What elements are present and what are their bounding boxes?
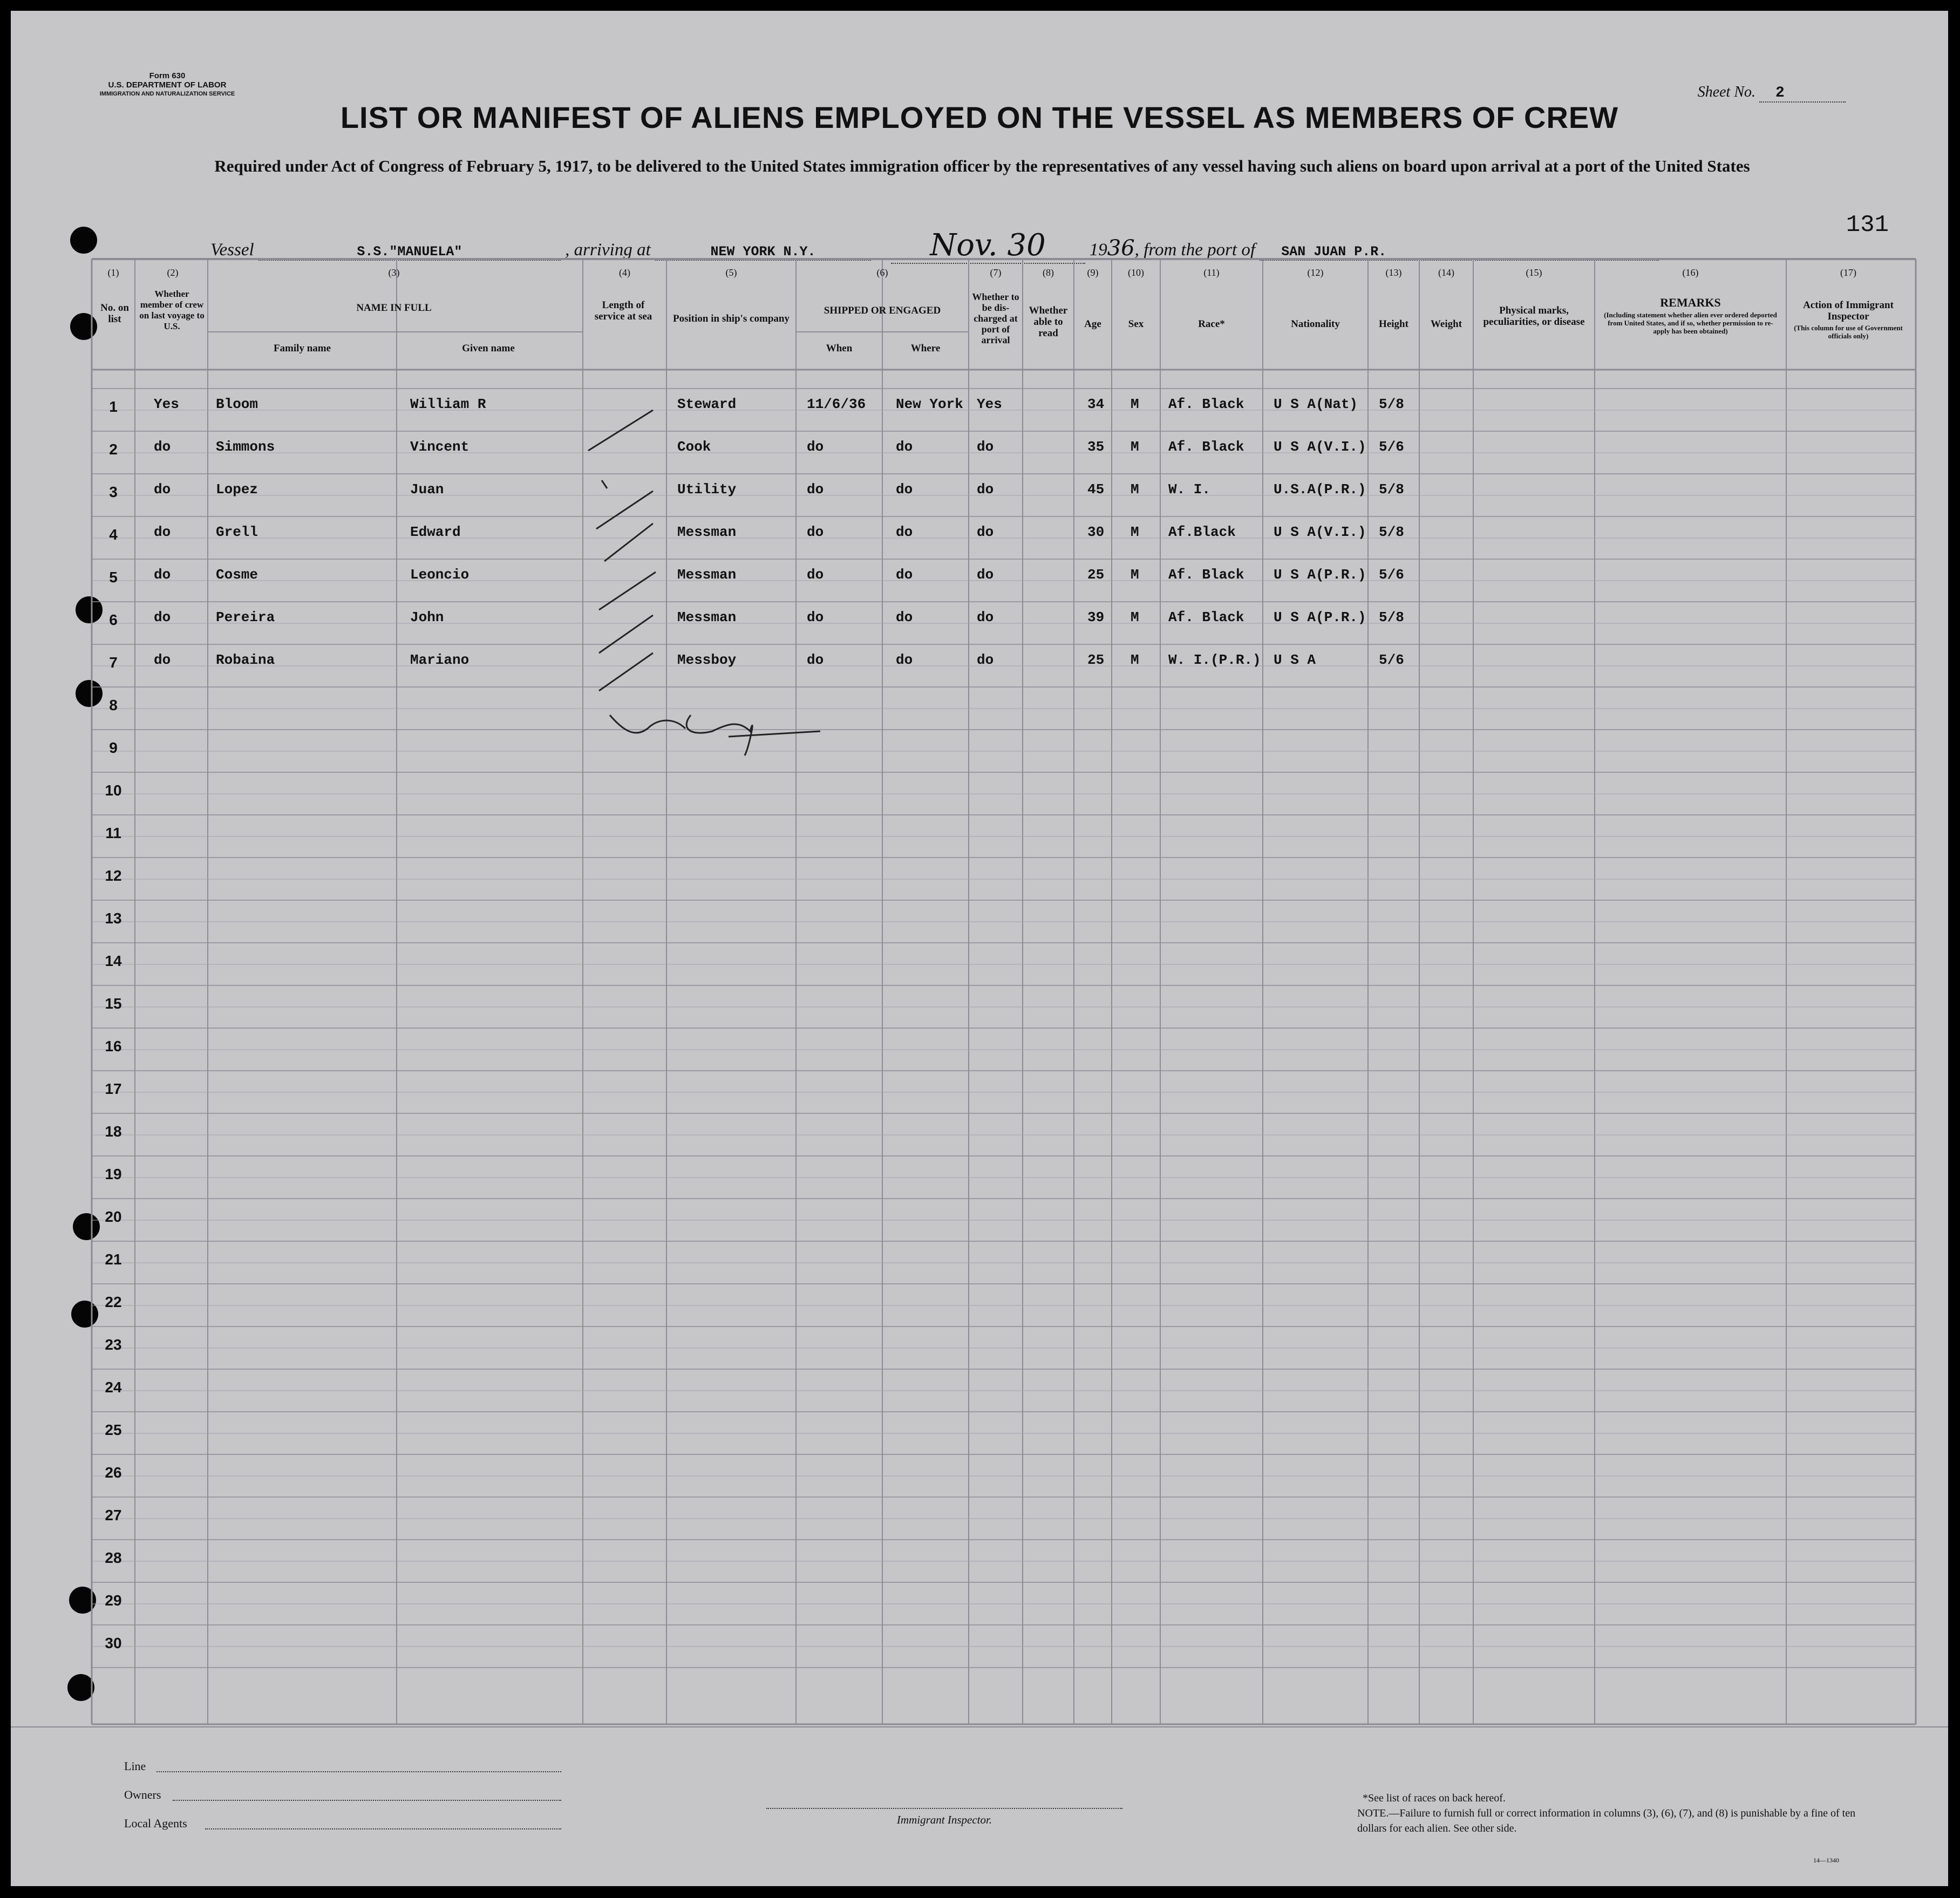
col-2-label: Whether member of crew on last voyage to U.S. xyxy=(139,289,205,331)
check-mark xyxy=(602,480,607,488)
position-cell: Messman xyxy=(677,524,737,540)
row-number: 6 xyxy=(109,611,118,628)
row-number: 11 xyxy=(105,825,121,841)
age-cell: 45 xyxy=(1087,481,1105,498)
arrival-date: Nov. 30 xyxy=(891,228,1085,264)
shipped-when-cell: do xyxy=(807,652,824,668)
nationality-cell: U S A(P.R.) xyxy=(1274,609,1366,625)
row-number: 10 xyxy=(105,782,122,799)
prev-voyage-cell: do xyxy=(154,609,171,625)
row-number: 9 xyxy=(109,739,118,756)
col-17-label: Action of Immigrant Inspector xyxy=(1803,300,1894,322)
given-name-cell: Leoncio xyxy=(410,567,469,583)
col-15-number: (15) xyxy=(1526,267,1542,278)
sex-cell: M xyxy=(1131,524,1139,540)
sex-cell: M xyxy=(1131,609,1139,625)
given-name-cell: Edward xyxy=(410,524,461,540)
nationality-cell: U S A xyxy=(1274,652,1316,668)
arriving-label: , arriving at xyxy=(565,240,651,260)
height-cell: 5/6 xyxy=(1379,652,1404,668)
col-7-label: Whether to be dis-charged at port of arrival xyxy=(972,291,1019,345)
nationality-cell: U S A(V.I.) xyxy=(1274,524,1366,540)
nationality-cell: U S A(V.I.) xyxy=(1274,439,1366,455)
discharged-cell: do xyxy=(977,524,994,540)
col-13-number: (13) xyxy=(1385,267,1402,278)
given-name-cell: Vincent xyxy=(410,439,469,455)
prev-voyage-cell: do xyxy=(154,567,171,583)
col-1-label: No. on list xyxy=(100,302,129,325)
row-number: 20 xyxy=(105,1208,122,1225)
shipped-where-cell: do xyxy=(896,609,913,625)
given-name-cell: William R xyxy=(410,396,486,412)
row-number: 27 xyxy=(105,1507,122,1523)
col-4-label: Length of service at sea xyxy=(594,300,652,322)
race-cell: Af. Black xyxy=(1168,439,1244,455)
row-number: 3 xyxy=(109,484,118,500)
discharged-cell: do xyxy=(977,439,994,455)
row-number: 25 xyxy=(105,1421,122,1438)
family-name-cell: Cosme xyxy=(216,567,258,583)
col-8-label: Whether able to read xyxy=(1029,305,1068,339)
col-5-number: (5) xyxy=(725,267,737,278)
shipped-when-cell: do xyxy=(807,481,824,498)
penalty-note: NOTE.—Failure to furnish full or correct information in columns (3), (6), (7), and (8) is punishable by a fine of ten dollars for each alien. See other side. xyxy=(1357,1807,1856,1834)
sex-cell: M xyxy=(1131,481,1139,498)
shipped-when-cell: 11/6/36 xyxy=(807,396,866,412)
col-17-detail: (This column for use of Government officials only) xyxy=(1794,324,1903,340)
col-9-number: (9) xyxy=(1087,267,1099,278)
row-number: 30 xyxy=(105,1635,122,1651)
nationality-cell: U.S.A(P.R.) xyxy=(1274,481,1366,498)
check-mark xyxy=(599,572,656,610)
row-number: 14 xyxy=(105,953,122,969)
row-number: 5 xyxy=(109,569,118,586)
prev-voyage-cell: do xyxy=(154,481,171,498)
arrival-port: NEW YORK N.Y. xyxy=(655,244,871,261)
col-16-number: (16) xyxy=(1682,267,1699,278)
col-8-number: (8) xyxy=(1043,267,1054,278)
col-9-label: Age xyxy=(1084,318,1101,330)
height-cell: 5/8 xyxy=(1379,524,1404,540)
form-number: Form 630 xyxy=(149,71,186,80)
prev-voyage-cell: do xyxy=(154,652,171,668)
position-cell: Messboy xyxy=(677,652,737,668)
position-cell: Steward xyxy=(677,396,737,412)
row-number: 7 xyxy=(109,654,118,671)
height-cell: 5/6 xyxy=(1379,439,1404,455)
sheet-number-label: Sheet No. xyxy=(1697,84,1755,100)
vessel-label: Vessel xyxy=(210,240,254,260)
sex-cell: M xyxy=(1131,652,1139,668)
year-suffix: 36 xyxy=(1107,236,1135,261)
family-name-cell: Robaina xyxy=(216,652,275,668)
departure-port: SAN JUAN P.R. xyxy=(1260,244,1659,261)
page-title: LIST OR MANIFEST OF ALIENS EMPLOYED ON THE VESSEL AS MEMBERS OF CREW xyxy=(340,100,1619,134)
prev-voyage-cell: do xyxy=(154,439,171,455)
local-agents-label: Local Agents xyxy=(124,1817,187,1830)
nationality-cell: U S A(P.R.) xyxy=(1274,567,1366,583)
col-17-number: (17) xyxy=(1840,267,1856,278)
sex-cell: M xyxy=(1131,396,1139,412)
col-15-label: Physical marks, peculiarities, or disease xyxy=(1483,305,1585,328)
family-name-cell: Pereira xyxy=(216,609,275,625)
col-14-label: Weight xyxy=(1430,318,1462,330)
col-13-label: Height xyxy=(1379,318,1408,330)
position-cell: Utility xyxy=(677,481,737,498)
family-name-cell: Simmons xyxy=(216,439,275,455)
inspector-field xyxy=(766,1808,1122,1809)
check-mark xyxy=(596,491,653,529)
print-code: 14—1340 xyxy=(1813,1856,1839,1864)
height-cell: 5/8 xyxy=(1379,396,1404,412)
sex-cell: M xyxy=(1131,439,1139,455)
sex-cell: M xyxy=(1131,567,1139,583)
shipped-when-cell: do xyxy=(807,524,824,540)
year-prefix: 19 xyxy=(1089,240,1107,260)
row-number: 13 xyxy=(105,910,122,927)
row-number: 21 xyxy=(105,1251,122,1268)
row-number: 17 xyxy=(105,1080,122,1097)
age-cell: 35 xyxy=(1087,439,1105,455)
given-name-cell: Juan xyxy=(410,481,444,498)
handwritten-marks xyxy=(11,11,1948,1886)
department-name: U.S. DEPARTMENT OF LABOR xyxy=(108,80,227,90)
row-number: 15 xyxy=(105,995,122,1012)
age-cell: 39 xyxy=(1087,609,1105,625)
race-cell: W. I.(P.R.) xyxy=(1168,652,1261,668)
race-cell: Af.Black xyxy=(1168,524,1236,540)
manifest-sheet xyxy=(11,11,1948,1886)
nationality-cell: U S A(Nat) xyxy=(1274,396,1358,412)
row-number: 28 xyxy=(105,1549,122,1566)
age-cell: 34 xyxy=(1087,396,1105,412)
line-label: Line xyxy=(124,1759,146,1773)
height-cell: 5/8 xyxy=(1379,609,1404,625)
page-subtitle: Required under Act of Congress of February 5, 1917, to be delivered to the United States immigration officer by the representatives of any vessel having such aliens on board upon arrival at a port of the United States xyxy=(214,157,1750,175)
col-6-label: SHIPPED OR ENGAGED xyxy=(824,305,941,316)
discharged-cell: Yes xyxy=(977,396,1002,412)
inspector-signature xyxy=(610,715,820,756)
col-3-number: (3) xyxy=(388,267,400,278)
row-number: 22 xyxy=(105,1294,122,1310)
col-10-label: Sex xyxy=(1128,318,1144,330)
row-number: 16 xyxy=(105,1038,122,1055)
line-field xyxy=(156,1771,561,1772)
owners-field xyxy=(173,1800,561,1801)
row-number: 1 xyxy=(109,398,118,415)
check-mark xyxy=(588,410,653,451)
col-14-number: (14) xyxy=(1438,267,1454,278)
check-mark xyxy=(599,653,653,691)
shipped-when-cell: do xyxy=(807,567,824,583)
discharged-cell: do xyxy=(977,481,994,498)
col-3-sub-given: Given name xyxy=(462,343,515,354)
height-cell: 5/8 xyxy=(1379,481,1404,498)
row-number: 2 xyxy=(109,441,118,458)
col-12-number: (12) xyxy=(1307,267,1324,278)
race-cell: Af. Black xyxy=(1168,609,1244,625)
discharged-cell: do xyxy=(977,652,994,668)
col-16-label: REMARKS xyxy=(1660,296,1721,309)
shipped-where-cell: do xyxy=(896,524,913,540)
given-name-cell: John xyxy=(410,609,444,625)
shipped-where-cell: do xyxy=(896,567,913,583)
family-name-cell: Grell xyxy=(216,524,258,540)
col-11-number: (11) xyxy=(1203,267,1220,278)
col-1-number: (1) xyxy=(107,267,119,278)
shipped-when-cell: do xyxy=(807,609,824,625)
footer-note xyxy=(1357,1791,1870,1836)
family-name-cell: Lopez xyxy=(216,481,258,498)
from-label: , from the port of xyxy=(1134,240,1256,260)
position-cell: Messman xyxy=(677,609,737,625)
col-6-number: (6) xyxy=(876,267,888,278)
race-cell: W. I. xyxy=(1168,481,1211,498)
shipped-where-cell: do xyxy=(896,481,913,498)
age-cell: 25 xyxy=(1087,567,1105,583)
local-agents-field xyxy=(205,1828,561,1829)
sheet-number-value: 2 xyxy=(1759,85,1846,103)
col-11-label: Race* xyxy=(1198,318,1225,330)
race-cell: Af. Black xyxy=(1168,567,1244,583)
shipped-where-cell: do xyxy=(896,652,913,668)
age-cell: 25 xyxy=(1087,652,1105,668)
prev-voyage-cell: do xyxy=(154,524,171,540)
age-cell: 30 xyxy=(1087,524,1105,540)
col-6-sub-where: Where xyxy=(910,343,941,354)
check-mark xyxy=(604,523,653,561)
row-number: 29 xyxy=(105,1592,122,1609)
col-3-label: NAME IN FULL xyxy=(356,302,432,314)
row-number: 4 xyxy=(109,526,118,543)
inspector-label: Immigrant Inspector. xyxy=(896,1813,992,1826)
row-number: 23 xyxy=(105,1336,122,1353)
owners-label: Owners xyxy=(124,1788,161,1801)
given-name-cell: Mariano xyxy=(410,652,469,668)
service-name: IMMIGRATION AND NATURALIZATION SERVICE xyxy=(99,91,235,97)
position-cell: Cook xyxy=(677,439,711,455)
shipped-where-cell: do xyxy=(896,439,913,455)
races-note: *See list of races on back hereof. xyxy=(1363,1792,1506,1804)
shipped-where-cell: New York xyxy=(896,396,963,412)
shipped-when-cell: do xyxy=(807,439,824,455)
stamp-number: 131 xyxy=(1846,212,1889,239)
height-cell: 5/6 xyxy=(1379,567,1404,583)
row-number: 18 xyxy=(105,1123,122,1140)
position-cell: Messman xyxy=(677,567,737,583)
col-12-label: Nationality xyxy=(1291,318,1340,330)
row-number: 19 xyxy=(105,1166,122,1182)
col-5-label: Position in ship's company xyxy=(673,313,790,324)
discharged-cell: do xyxy=(977,567,994,583)
col-6-sub-when: When xyxy=(826,343,853,354)
col-7-number: (7) xyxy=(990,267,1002,278)
col-2-number: (2) xyxy=(167,267,179,278)
row-number: 26 xyxy=(105,1464,122,1481)
race-cell: Af. Black xyxy=(1168,396,1244,412)
col-4-number: (4) xyxy=(619,267,630,278)
family-name-cell: Bloom xyxy=(216,396,258,412)
prev-voyage-cell: Yes xyxy=(154,396,179,412)
col-16-detail: (Including statement whether alien ever ordered deported from United States, and if so, whether permission to re-apply has been obtained) xyxy=(1604,311,1777,335)
col-3-sub-family: Family name xyxy=(273,343,331,354)
vessel-name: S.S."MANUELA" xyxy=(258,244,561,261)
row-number: 8 xyxy=(109,697,118,713)
row-number: 12 xyxy=(105,867,122,884)
discharged-cell: do xyxy=(977,609,994,625)
check-mark xyxy=(599,615,653,653)
row-number: 24 xyxy=(105,1379,122,1396)
col-10-number: (10) xyxy=(1128,267,1144,278)
